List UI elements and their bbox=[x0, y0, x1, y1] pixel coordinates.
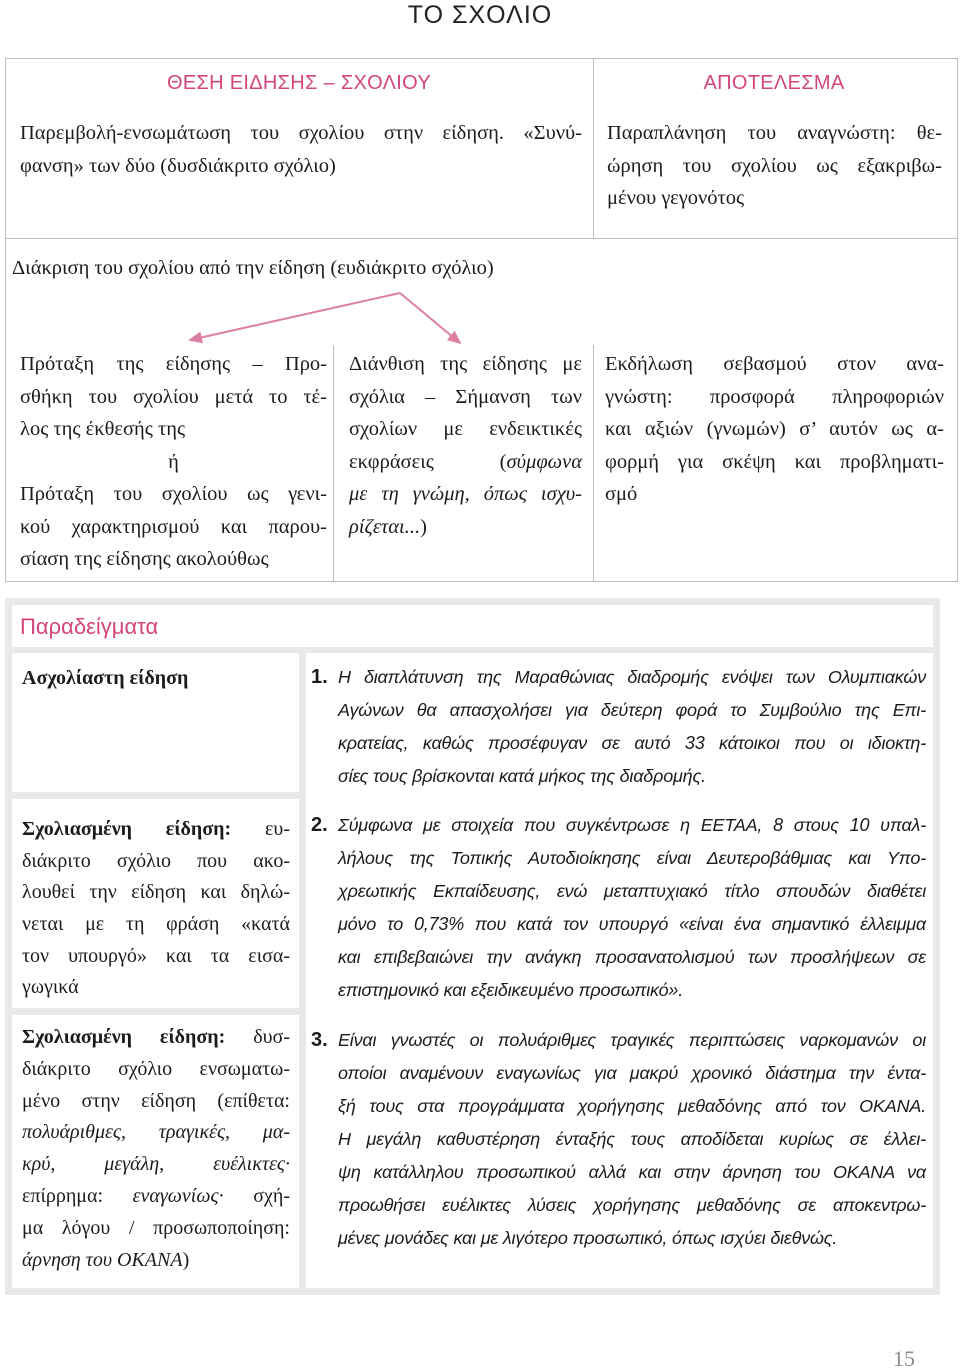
text-line: Διάνθιση της είδησης με bbox=[349, 353, 582, 375]
example-text bbox=[338, 1024, 926, 1255]
text-segment: Σχολιασμένη είδηση: bbox=[22, 818, 232, 840]
text-line: οποίοι αναμένουν εναγωνίως για μακρύ χρονικό διάστημα την έντα- bbox=[338, 1063, 926, 1083]
text-line bbox=[22, 814, 290, 846]
text-line: φορμή για σκέψη και προβληματι- bbox=[605, 450, 944, 473]
header-result: ΑΠΟΤΕΛΕΣΜΑ bbox=[703, 72, 845, 94]
text-segment: ) bbox=[420, 515, 427, 538]
row3-col1-second bbox=[20, 478, 327, 576]
row1-result-text bbox=[607, 117, 942, 215]
page-title: ΤΟ ΣΧΟΛΙΟ bbox=[407, 1, 553, 29]
text-line: μένο στην είδηση (επίθετα: bbox=[22, 1089, 290, 1112]
arrow-left bbox=[190, 293, 400, 340]
text-line: μα λόγου / προσωποποίηση: bbox=[22, 1216, 290, 1239]
text-line bbox=[349, 478, 582, 511]
text-line: μένου γεγονότος bbox=[607, 187, 745, 209]
text-segment: ) bbox=[182, 1248, 190, 1271]
annotated-unclear-text bbox=[22, 1022, 290, 1276]
annotated-clear-text bbox=[22, 814, 290, 1004]
text-line: Πρόταξη του σχολίου ως γενι- bbox=[20, 483, 327, 505]
text-segment: ευ- bbox=[231, 818, 290, 840]
text-line bbox=[22, 1181, 290, 1213]
row3-col1-or: ή bbox=[168, 450, 179, 473]
text-line: ξή τους στα προγράμματα χορήγησης μεθαδόνης από τον ΟΚΑΝΑ. bbox=[338, 1096, 926, 1116]
text-line: Παραπλάνηση του αναγνώστη: θε- bbox=[607, 122, 942, 144]
text-line: Η διαπλάτυνση της Μαραθώνιας διαδρομής ενόψει των Ολυμπιακών bbox=[338, 667, 926, 687]
page-number: 15 bbox=[893, 1346, 915, 1370]
text-line bbox=[22, 1245, 290, 1277]
arrow-right bbox=[400, 293, 460, 343]
text-line: φανση» των δύο (δυσδιάκριτο σχόλιο) bbox=[20, 154, 336, 177]
text-line: Πρόταξη της είδησης – Προ- bbox=[20, 353, 327, 375]
header-position: ΘΕΣΗ ΕΙΔΗΣΗΣ – ΣΧΟΛΙΟΥ bbox=[166, 72, 432, 94]
row3-col2 bbox=[349, 348, 582, 543]
text-line: ώρηση του σχολίου ως εξακριβω- bbox=[607, 154, 942, 177]
text-line: επιστημονικό και εξειδικευμένο προσωπικό». bbox=[338, 980, 684, 1000]
text-line bbox=[22, 1117, 290, 1149]
text-segment: πολυάριθμες, τραγικές, μα- bbox=[22, 1121, 290, 1144]
text-line: Αγώνων θα απασχολήσει για δεύτερη φορά το Συμβούλιο της Επι- bbox=[338, 700, 926, 720]
text-line: χρεωτικής Εκπαίδευσης, ενώ μεταπτυχιακό τίτλο σπουδών διαθέτει bbox=[338, 881, 926, 901]
row2-text: Διάκριση του σχολίου από την είδηση (ευδιάκριτο σχόλιο) bbox=[12, 257, 494, 279]
text-segment: ρίζεται... bbox=[349, 515, 421, 538]
text-segment: εναγωνίως· bbox=[132, 1184, 224, 1207]
text-line bbox=[349, 511, 582, 544]
text-line: προωθήσει ευέλικτες λύσεις χορήγησης μεθαδόνης σε αποκεντρω- bbox=[338, 1195, 926, 1215]
text-segment: επίρρημα: bbox=[22, 1184, 133, 1207]
text-segment: εκφράσεις ( bbox=[349, 450, 507, 473]
example-text bbox=[338, 661, 926, 793]
row3-col1-first bbox=[20, 348, 327, 446]
text-line: Εκδήλωση σεβασμού στον ανα- bbox=[605, 353, 944, 375]
example-number: 3. bbox=[311, 1029, 328, 1051]
text-line: σίαση της είδησης ακολούθως bbox=[20, 548, 269, 570]
text-line: διάκριτο σχόλιο που ακο- bbox=[22, 849, 290, 872]
example-number: 2. bbox=[311, 814, 328, 836]
text-segment: κρύ, μεγάλη, ευέλικτες· bbox=[22, 1153, 290, 1176]
text-line: λος της έκθεσής της bbox=[20, 418, 186, 440]
text-line: λήλους της Τοπικής Αυτοδιοίκησης είναι Δευτεροβάθμιας και Υπο- bbox=[338, 848, 926, 868]
text-segment: σχή- bbox=[223, 1184, 290, 1207]
example-text bbox=[338, 809, 926, 1007]
text-segment: δυσ- bbox=[225, 1026, 290, 1048]
text-line: γνώστη: προσφορά πληροφοριών bbox=[605, 385, 944, 408]
text-line: γωγικά bbox=[22, 976, 79, 999]
text-line: σχόλια – Σήμανση των bbox=[349, 385, 582, 408]
text-line: Είναι γνωστές οι πολυάριθμες τραγικές περιπτώσεις ναρκομανών οι bbox=[338, 1030, 926, 1050]
text-line: Σύμφωνα με στοιχεία που συγκέντρωσε η ΕΕΤΑΑ, 8 στους 10 υπαλ- bbox=[338, 815, 926, 835]
text-line: σμό bbox=[605, 483, 638, 505]
text-segment: άρνηση του ΟΚΑΝΑ bbox=[22, 1248, 183, 1271]
example-number: 1. bbox=[311, 666, 328, 688]
row-divider bbox=[5, 238, 958, 239]
row1-position-text bbox=[20, 117, 582, 182]
column-divider bbox=[593, 345, 594, 582]
text-line: λουθεί την είδηση και δηλώ- bbox=[22, 881, 290, 904]
text-line: μόνο το 0,73% που κατά τον υπουργό «είναι ένα σημαντικό έλλειμμα bbox=[338, 914, 926, 934]
text-line: σθήκη του σχολίου μετά το τέ- bbox=[20, 385, 327, 408]
unannotated-title: Ασχολίαστη είδηση bbox=[22, 667, 189, 689]
text-segment: Σχολιασμένη είδηση: bbox=[22, 1026, 226, 1048]
text-line: Η μεγάλη καθυστέρηση ένταξής τους αποδίδεται κυρίως σε έλλει- bbox=[338, 1129, 926, 1149]
column-divider bbox=[333, 345, 334, 582]
text-line: κού χαρακτηρισμού και παρου- bbox=[20, 515, 327, 538]
text-line: τον υπουργό» και τα εισα- bbox=[22, 944, 290, 967]
text-line: ψη κατάλληλου προσωπικού αλλά και στην άρνηση του ΟΚΑΝΑ να bbox=[338, 1162, 926, 1182]
row3-col1 bbox=[20, 348, 327, 576]
row3-col3 bbox=[605, 348, 944, 511]
text-segment: με τη γνώμη, όπως ισχυ- bbox=[349, 483, 582, 505]
text-line: νεται με τη φράση «κατά bbox=[22, 913, 290, 936]
text-line: διάκριτο σχόλιο ενσωματω- bbox=[22, 1057, 290, 1080]
text-line bbox=[22, 1149, 290, 1181]
text-line: σίες τους βρίσκονται κατά μήκος της διαδρομής. bbox=[338, 766, 706, 786]
text-line: σχολίων με ενδεικτικές bbox=[349, 418, 582, 440]
text-line: και αξιών (γνωμών) σ’ αυτόν ως α- bbox=[605, 418, 944, 440]
text-segment: σύμφωνα bbox=[506, 450, 582, 473]
text-line: μένες μονάδες και με λιγότερο προσωπικό, όπως ισχύει διεθνώς. bbox=[338, 1228, 838, 1248]
text-line: και επιβεβαιώνει την ανάγκη προσανατολισμού των προσλήψεων σε bbox=[338, 947, 926, 967]
text-line: Παρεμβολή-ενσωμάτωση του σχολίου στην είδηση. «Συνύ- bbox=[20, 122, 582, 144]
examples-heading: Παραδείγματα bbox=[20, 614, 159, 639]
text-line bbox=[22, 1022, 290, 1054]
arrows bbox=[170, 285, 480, 355]
text-line: κρατείας, καθώς προσέφυγαν σε αυτό 33 κάτοικοι που οι ιδιοκτη- bbox=[338, 733, 926, 753]
text-line bbox=[349, 446, 582, 479]
